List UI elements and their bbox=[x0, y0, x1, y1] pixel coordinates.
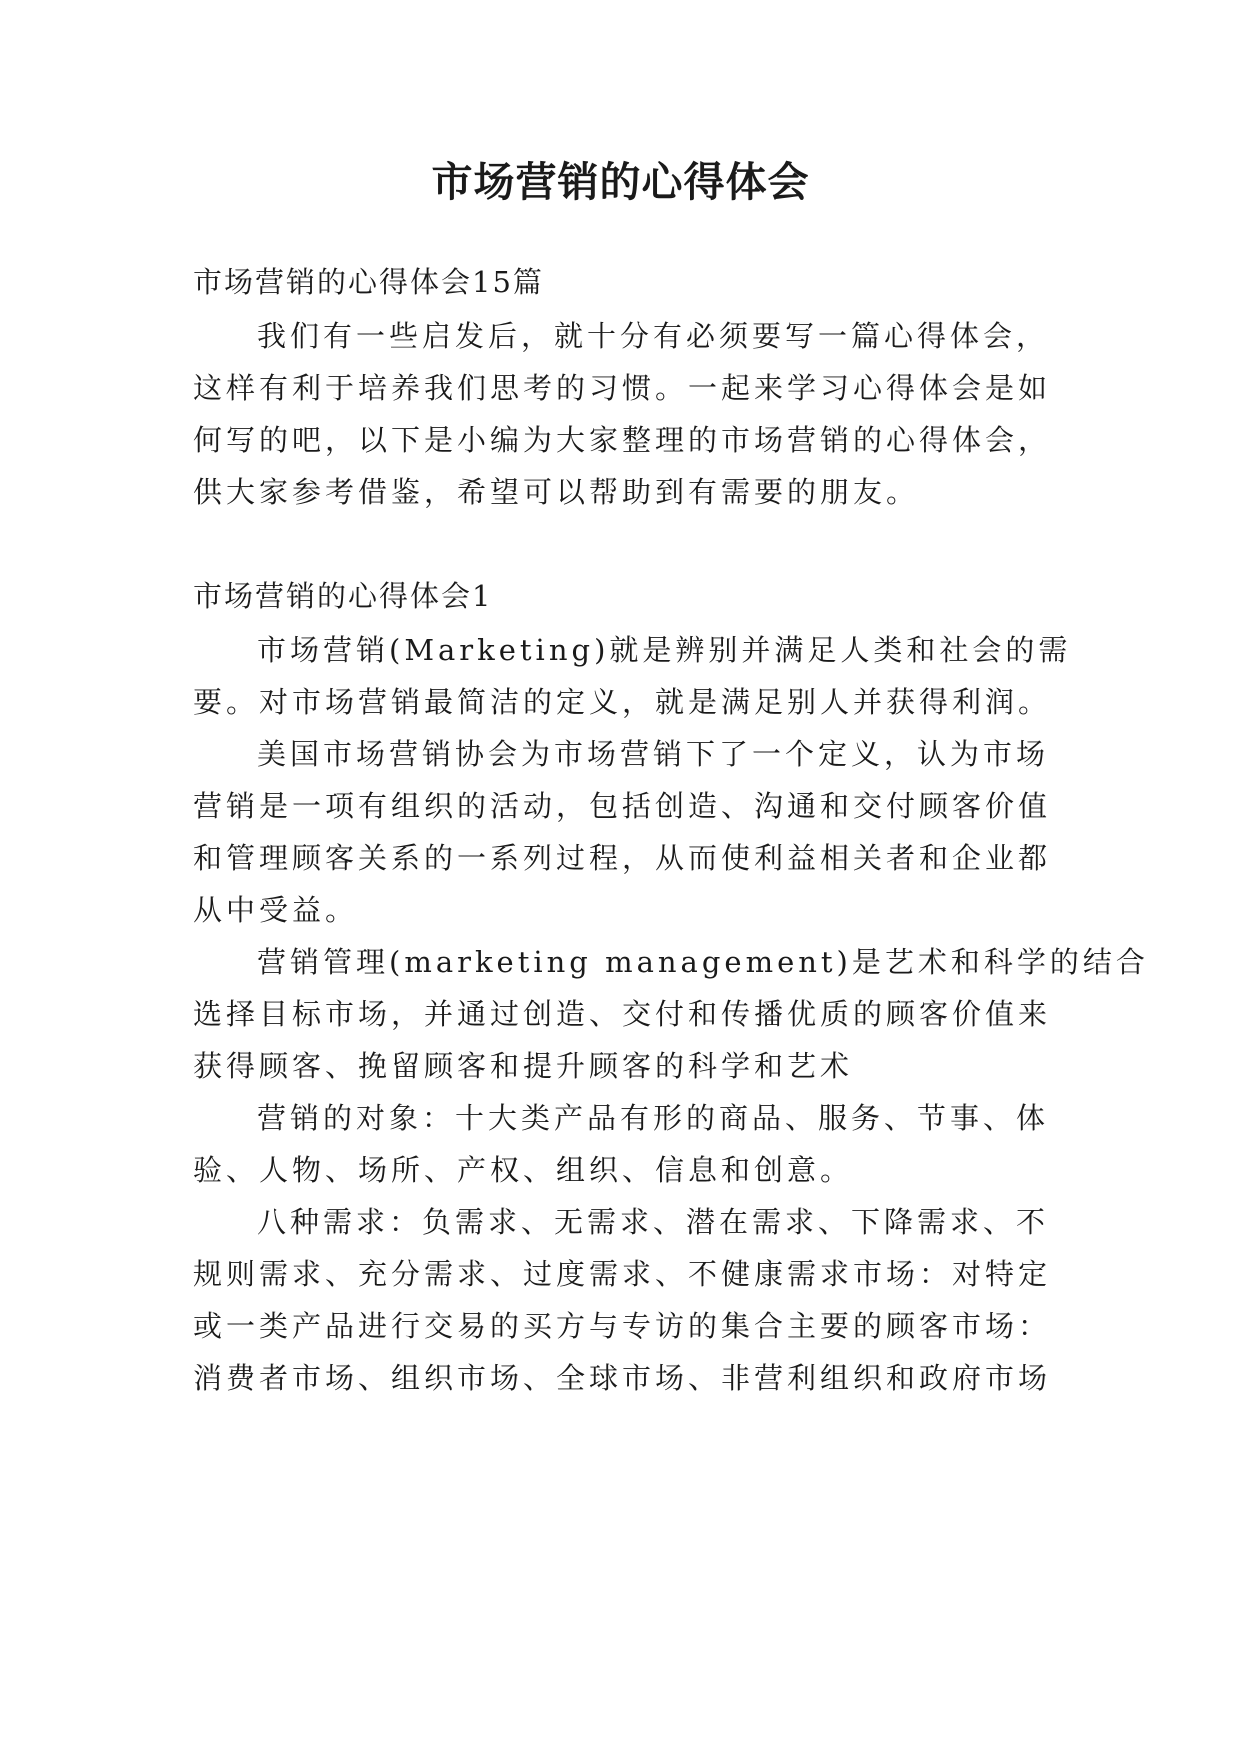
body-line: 市场营销(Marketing)就是辨别并满足人类和社会的需 bbox=[257, 633, 1072, 667]
body-line: 营销是一项有组织的活动，包括创造、沟通和交付顾客价值 bbox=[193, 789, 1052, 823]
body-line: 营销管理(marketing management)是艺术和科学的结合 bbox=[257, 945, 1149, 979]
body-line: 获得顾客、挽留顾客和提升顾客的科学和艺术 bbox=[193, 1049, 854, 1083]
body-line: 规则需求、充分需求、过度需求、不健康需求市场：对特定 bbox=[193, 1257, 1052, 1291]
intro-line: 何写的吧，以下是小编为大家整理的市场营销的心得体会， bbox=[193, 423, 1052, 457]
subtitle: 市场营销的心得体会15篇 bbox=[193, 265, 544, 299]
body-line: 和管理顾客关系的一系列过程，从而使利益相关者和企业都 bbox=[193, 841, 1052, 875]
body-line: 从中受益。 bbox=[193, 893, 359, 927]
body-line: 八种需求：负需求、无需求、潜在需求、下降需求、不 bbox=[257, 1205, 1050, 1239]
body-line: 选择目标市场，并通过创造、交付和传播优质的顾客价值来 bbox=[193, 997, 1052, 1031]
intro-line: 供大家参考借鉴，希望可以帮助到有需要的朋友。 bbox=[193, 475, 920, 509]
page-title: 市场营销的心得体会 bbox=[431, 158, 810, 206]
body-line: 或一类产品进行交易的买方与专访的集合主要的顾客市场： bbox=[193, 1309, 1052, 1343]
body-line: 验、人物、场所、产权、组织、信息和创意。 bbox=[193, 1153, 854, 1187]
body-line: 要。对市场营销最简洁的定义，就是满足别人并获得利润。 bbox=[193, 685, 1052, 719]
body-line: 营销的对象：十大类产品有形的商品、服务、节事、体 bbox=[257, 1101, 1050, 1135]
section-heading: 市场营销的心得体会1 bbox=[193, 579, 493, 613]
intro-line: 这样有利于培养我们思考的习惯。一起来学习心得体会是如 bbox=[193, 371, 1052, 405]
intro-line: 我们有一些启发后，就十分有必须要写一篇心得体会， bbox=[257, 319, 1050, 353]
body-line: 美国市场营销协会为市场营销下了一个定义，认为市场 bbox=[257, 737, 1050, 771]
body-line: 消费者市场、组织市场、全球市场、非营利组织和政府市场 bbox=[193, 1361, 1052, 1395]
